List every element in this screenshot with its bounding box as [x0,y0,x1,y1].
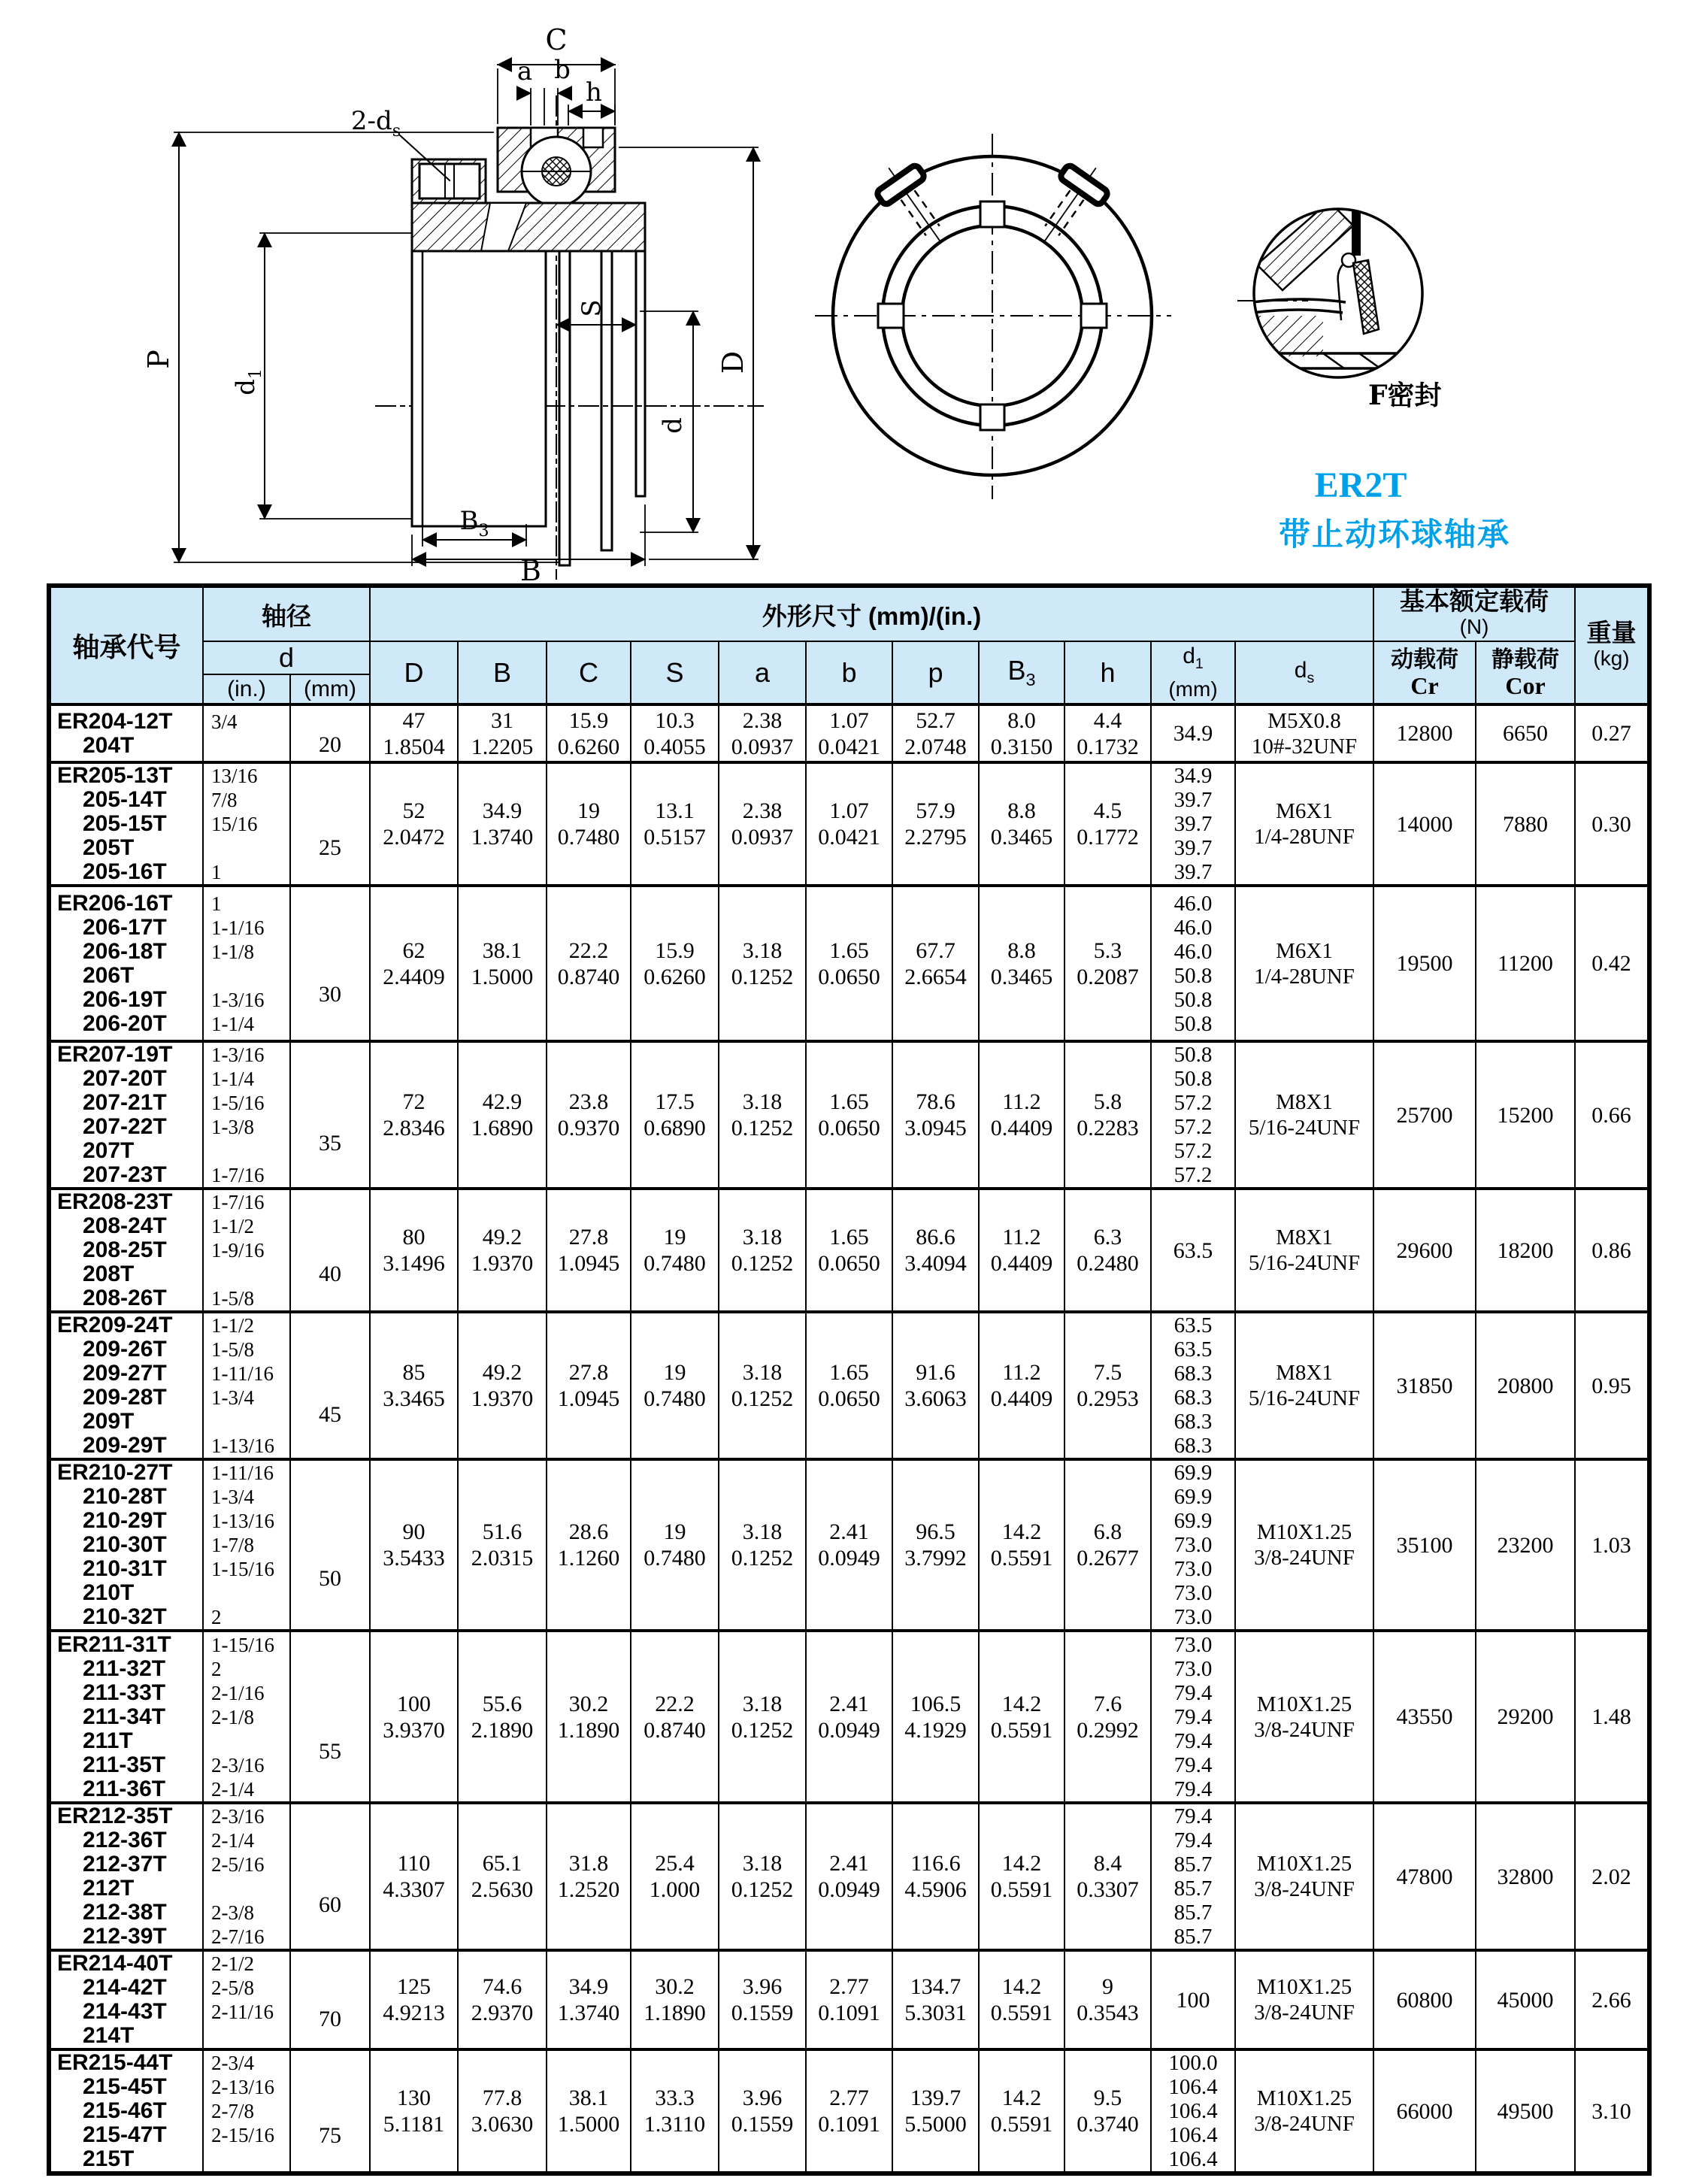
header-col-h: h [1064,641,1151,704]
cell-shaft-dia-in: 1-1/2 1-5/8 1-11/16 1-3/4 1-13/16 [203,1312,290,1459]
cell-ds-thread: M8X1 5/16-24UNF [1235,1041,1373,1189]
cell-dim-D: 72 2.8346 [370,1041,458,1189]
header-col-cr: 动载荷 Cr [1373,641,1476,704]
cell-dim-b: 1.65 0.0650 [806,1312,892,1459]
cell-shaft-dia-mm: 60 [290,1803,370,1950]
cell-dim-B: 77.8 3.0630 [458,2049,547,2173]
cell-dim-D: 85 3.3465 [370,1312,458,1459]
cell-ds-thread: M6X1 1/4-28UNF [1235,886,1373,1041]
bearing-spec-table [47,583,1652,2176]
cell-dim-a: 3.18 0.1252 [719,1189,806,1312]
cell-dim-a: 3.96 0.1559 [719,1950,806,2049]
header-unit-mm: (mm) [290,674,370,704]
cell-dim-h: 6.8 0.2677 [1064,1459,1151,1631]
cell-dim-D: 125 4.9213 [370,1950,458,2049]
cell-d1: 34.9 [1151,704,1235,762]
cell-dim-a: 3.96 0.1559 [719,2049,806,2173]
cell-dim-B3: 11.2 0.4409 [979,1041,1064,1189]
dim-label-C: C [545,23,568,56]
cell-dim-S: 13.1 0.5157 [631,762,719,886]
seal-type-label: F密封 [1368,380,1442,411]
header-col-D: D [370,641,458,704]
dim-label-B3: $B_3$ [459,506,489,541]
cell-dim-h: 5.3 0.2087 [1064,886,1151,1041]
dim-label-b: b [554,55,571,85]
cell-dim-b: 1.07 0.0421 [806,762,892,886]
cell-static-load-cor: 18200 [1476,1189,1575,1312]
cell-ds-thread: M8X1 5/16-24UNF [1235,1312,1373,1459]
cell-shaft-dia-mm: 55 [290,1631,370,1803]
header-col-C: C [547,641,631,704]
cell-dim-S: 19 0.7480 [631,1459,719,1631]
cell-d1: 63.5 63.5 68.3 68.3 68.3 68.3 [1151,1312,1235,1459]
cell-weight: 0.27 [1575,704,1649,762]
cell-static-load-cor: 49500 [1476,2049,1575,2173]
cell-dim-D: 52 2.0472 [370,762,458,886]
cell-dim-B: 42.9 1.6890 [458,1041,547,1189]
cell-dynamic-load-cr: 19500 [1373,886,1476,1041]
cell-dim-D: 80 3.1496 [370,1189,458,1312]
cell-static-load-cor: 15200 [1476,1041,1575,1189]
cell-dim-B: 34.9 1.3740 [458,762,547,886]
series-title: ER2T [1314,465,1407,505]
cell-dim-a: 3.18 0.1252 [719,1803,806,1950]
header-col-S: S [631,641,719,704]
dim-label-a: a [516,56,533,86]
cell-d1: 46.0 46.0 46.0 50.8 50.8 50.8 [1151,886,1235,1041]
cell-d1: 73.0 73.0 79.4 79.4 79.4 79.4 79.4 [1151,1631,1235,1803]
cell-d1: 69.9 69.9 69.9 73.0 73.0 73.0 73.0 [1151,1459,1235,1631]
cell-dynamic-load-cr: 43550 [1373,1631,1476,1803]
cell-weight: 1.03 [1575,1459,1649,1631]
cell-dim-D: 110 4.3307 [370,1803,458,1950]
cell-dim-C: 28.6 1.1260 [547,1459,631,1631]
header-col-p: p [892,641,979,704]
cell-weight: 2.66 [1575,1950,1649,2049]
cell-dynamic-load-cr: 47800 [1373,1803,1476,1950]
header-basic-load-rating: 基本额定载荷 (N) [1373,586,1575,641]
cell-dim-C: 19 0.7480 [547,762,631,886]
cell-d1: 100.0 106.4 106.4 106.4 106.4 [1151,2049,1235,2173]
cell-dim-b: 1.65 0.0650 [806,886,892,1041]
cell-ds-thread: M10X1.25 3/8-24UNF [1235,1459,1373,1631]
cell-bearing-codes: ER214-40T 214-42T 214-43T 214T [49,1950,203,2049]
cell-dynamic-load-cr: 14000 [1373,762,1476,886]
cell-dim-a: 3.18 0.1252 [719,1631,806,1803]
cell-dynamic-load-cr: 12800 [1373,704,1476,762]
cell-static-load-cor: 32800 [1476,1803,1575,1950]
cell-shaft-dia-mm: 50 [290,1459,370,1631]
cell-dim-B3: 8.0 0.3150 [979,704,1064,762]
header-unit-in: (in.) [203,674,290,704]
cell-dim-a: 2.38 0.0937 [719,762,806,886]
cell-bearing-codes: ER207-19T 207-20T 207-21T 207-22T 207T 207-23T [49,1041,203,1189]
cell-dim-B3: 14.2 0.5591 [979,1950,1064,2049]
header-d: d [203,641,370,674]
cell-weight: 0.66 [1575,1041,1649,1189]
cell-ds-thread: M6X1 1/4-28UNF [1235,762,1373,886]
cell-dim-h: 9.5 0.3740 [1064,2049,1151,2173]
cell-bearing-codes: ER212-35T 212-36T 212-37T 212T 212-38T 212-39T [49,1803,203,1950]
cell-dim-h: 8.4 0.3307 [1064,1803,1151,1950]
cell-dim-D: 62 2.4409 [370,886,458,1041]
cell-dim-b: 2.41 0.0949 [806,1459,892,1631]
cell-dim-B3: 8.8 0.3465 [979,886,1064,1041]
cell-bearing-codes: ER205-13T 205-14T 205-15T 205T 205-16T [49,762,203,886]
cell-dim-B: 65.1 2.5630 [458,1803,547,1950]
dim-label-D: D [716,350,750,374]
cell-dim-p: 67.7 2.6654 [892,886,979,1041]
cell-dim-C: 22.2 0.8740 [547,886,631,1041]
cell-dim-S: 10.3 0.4055 [631,704,719,762]
cell-shaft-dia-mm: 75 [290,2049,370,2173]
cell-dim-B: 49.2 1.9370 [458,1189,547,1312]
cell-shaft-dia-mm: 40 [290,1189,370,1312]
cell-dim-B3: 14.2 0.5591 [979,1459,1064,1631]
cell-ds-thread: M10X1.25 3/8-24UNF [1235,1950,1373,2049]
cell-dim-a: 3.18 0.1252 [719,1041,806,1189]
cell-dim-C: 15.9 0.6260 [547,704,631,762]
cell-weight: 0.86 [1575,1189,1649,1312]
cell-dim-D: 130 5.1181 [370,2049,458,2173]
cell-dim-h: 4.5 0.1772 [1064,762,1151,886]
cell-weight: 0.42 [1575,886,1649,1041]
cell-bearing-codes: ER206-16T 206-17T 206-18T 206T 206-19T 206-20T [49,886,203,1041]
header-shaft-diameter: 轴径 [203,586,370,641]
cell-d1: 79.4 79.4 85.7 85.7 85.7 85.7 [1151,1803,1235,1950]
cell-static-load-cor: 11200 [1476,886,1575,1041]
table-row-group [49,1803,1649,1950]
front-view-drawing [815,134,1171,499]
table-body [49,704,1649,2173]
table-row-group [49,1950,1649,2049]
cell-dim-p: 78.6 3.0945 [892,1041,979,1189]
cell-static-load-cor: 20800 [1476,1312,1575,1459]
cell-shaft-dia-in: 2-3/16 2-1/4 2-5/16 2-3/8 2-7/16 [203,1803,290,1950]
cell-shaft-dia-mm: 35 [290,1041,370,1189]
dim-label-h: h [586,77,602,108]
cell-dim-S: 19 0.7480 [631,1312,719,1459]
cell-dim-B3: 14.2 0.5591 [979,2049,1064,2173]
cell-dim-b: 2.77 0.1091 [806,2049,892,2173]
cell-dim-S: 22.2 0.8740 [631,1631,719,1803]
dim-label-P: P [142,350,175,369]
cell-dim-S: 33.3 1.3110 [631,2049,719,2173]
cell-dim-D: 100 3.9370 [370,1631,458,1803]
cell-dim-h: 7.5 0.2953 [1064,1312,1151,1459]
cell-dim-D: 90 3.5433 [370,1459,458,1631]
dim-label-d: d [658,417,688,434]
seal-detail-drawing [1237,201,1422,377]
cell-dim-a: 3.18 0.1252 [719,1312,806,1459]
cell-dim-B3: 14.2 0.5591 [979,1803,1064,1950]
cell-shaft-dia-in: 1-3/16 1-1/4 1-5/16 1-3/8 1-7/16 [203,1041,290,1189]
cell-dim-B3: 11.2 0.4409 [979,1312,1064,1459]
cell-bearing-codes: ER204-12T 204T [49,704,203,762]
cell-shaft-dia-in: 1-15/16 2 2-1/16 2-1/8 2-3/16 2-1/4 [203,1631,290,1803]
cell-static-load-cor: 7880 [1476,762,1575,886]
cell-dim-C: 30.2 1.1890 [547,1631,631,1803]
cell-shaft-dia-in: 1-11/16 1-3/4 1-13/16 1-7/8 1-15/16 2 [203,1459,290,1631]
cell-shaft-dia-in: 1 1-1/16 1-1/8 1-3/16 1-1/4 [203,886,290,1041]
cell-shaft-dia-in: 3/4 [203,704,290,762]
table-row-group [49,1312,1649,1459]
header-col-cor: 静载荷 Cor [1476,641,1575,704]
cell-ds-thread: M10X1.25 3/8-24UNF [1235,2049,1373,2173]
cell-dim-C: 31.8 1.2520 [547,1803,631,1950]
cell-shaft-dia-mm: 20 [290,704,370,762]
cell-dim-C: 23.8 0.9370 [547,1041,631,1189]
header-weight: 重量 (kg) [1575,586,1649,704]
cell-ds-thread: M5X0.8 10#-32UNF [1235,704,1373,762]
cell-dim-b: 2.77 0.1091 [806,1950,892,2049]
cell-shaft-dia-mm: 25 [290,762,370,886]
cell-dim-h: 4.4 0.1732 [1064,704,1151,762]
cell-dynamic-load-cr: 25700 [1373,1041,1476,1189]
cell-shaft-dia-in: 13/16 7/8 15/16 1 [203,762,290,886]
cell-shaft-dia-in: 2-3/4 2-13/16 2-7/8 2-15/16 [203,2049,290,2173]
cell-dim-a: 3.18 0.1252 [719,1459,806,1631]
cell-dynamic-load-cr: 66000 [1373,2049,1476,2173]
cell-weight: 2.02 [1575,1803,1649,1950]
cell-bearing-codes: ER215-44T 215-45T 215-46T 215-47T 215T [49,2049,203,2173]
cell-d1: 50.8 50.8 57.2 57.2 57.2 57.2 [1151,1041,1235,1189]
cell-ds-thread: M8X1 5/16-24UNF [1235,1189,1373,1312]
cell-dim-B3: 8.8 0.3465 [979,762,1064,886]
cell-dim-h: 7.6 0.2992 [1064,1631,1151,1803]
cell-shaft-dia-in: 1-7/16 1-1/2 1-9/16 1-5/8 [203,1189,290,1312]
header-col-B: B [458,641,547,704]
table-row-group [49,762,1649,886]
dim-label-B: B [520,554,541,583]
cell-shaft-dia-mm: 30 [290,886,370,1041]
cell-dim-S: 19 0.7480 [631,1189,719,1312]
cell-dim-B3: 14.2 0.5591 [979,1631,1064,1803]
cell-dim-D: 47 1.8504 [370,704,458,762]
cross-section-drawing [142,23,763,583]
cell-shaft-dia-mm: 70 [290,1950,370,2049]
cell-dim-h: 5.8 0.2283 [1064,1041,1151,1189]
cell-dynamic-load-cr: 35100 [1373,1459,1476,1631]
cell-dim-b: 2.41 0.0949 [806,1631,892,1803]
table-row-group [49,704,1649,762]
cell-bearing-codes: ER209-24T 209-26T 209-27T 209-28T 209T 209-29T [49,1312,203,1459]
cell-bearing-codes: ER211-31T 211-32T 211-33T 211-34T 211T 211-35T 211-36T [49,1631,203,1803]
cell-dim-B3: 11.2 0.4409 [979,1189,1064,1312]
cell-weight: 0.95 [1575,1312,1649,1459]
cell-dim-C: 34.9 1.3740 [547,1950,631,2049]
cell-dim-p: 86.6 3.4094 [892,1189,979,1312]
cell-dim-B: 49.2 1.9370 [458,1312,547,1459]
header-col-b: b [806,641,892,704]
cell-dim-C: 38.1 1.5000 [547,2049,631,2173]
header-col-ds: $d_s$ [1235,641,1373,704]
cell-dim-p: 91.6 3.6063 [892,1312,979,1459]
cell-dim-h: 6.3 0.2480 [1064,1189,1151,1312]
cell-dim-C: 27.8 1.0945 [547,1189,631,1312]
table-row-group [49,886,1649,1041]
dim-label-S: S [577,299,607,317]
cell-dim-p: 139.7 5.5000 [892,2049,979,2173]
cell-dim-p: 52.7 2.0748 [892,704,979,762]
cell-dim-p: 116.6 4.5906 [892,1803,979,1950]
dim-label-2ds: $2-d_s$ [350,106,401,141]
header-outer-dimensions: 外形尺寸 (mm)/(in.) [370,586,1373,641]
cell-dim-S: 17.5 0.6890 [631,1041,719,1189]
cell-dynamic-load-cr: 60800 [1373,1950,1476,2049]
cell-weight: 1.48 [1575,1631,1649,1803]
cell-dim-b: 1.65 0.0650 [806,1041,892,1189]
cell-dim-B: 51.6 2.0315 [458,1459,547,1631]
cell-dim-p: 96.5 3.7992 [892,1459,979,1631]
cell-weight: 3.10 [1575,2049,1649,2173]
cell-dim-S: 25.4 1.000 [631,1803,719,1950]
cell-dim-p: 134.7 5.3031 [892,1950,979,2049]
header-bearing-code: 轴承代号 [49,586,203,704]
cell-bearing-codes: ER208-23T 208-24T 208-25T 208T 208-26T [49,1189,203,1312]
table-row-group [49,1041,1649,1189]
cell-dim-B: 31 1.2205 [458,704,547,762]
cell-dynamic-load-cr: 31850 [1373,1312,1476,1459]
cell-bearing-codes: ER210-27T 210-28T 210-29T 210-30T 210-31T 210T 210-32T [49,1459,203,1631]
table-row-group [49,2049,1649,2173]
cell-shaft-dia-in: 2-1/2 2-5/8 2-11/16 [203,1950,290,2049]
header-col-a: a [719,641,806,704]
cell-dim-S: 30.2 1.1890 [631,1950,719,2049]
cell-dim-B: 55.6 2.1890 [458,1631,547,1803]
cell-static-load-cor: 45000 [1476,1950,1575,2049]
cell-dim-a: 2.38 0.0937 [719,704,806,762]
cell-dim-p: 106.5 4.1929 [892,1631,979,1803]
cell-dim-a: 3.18 0.1252 [719,886,806,1041]
cell-dim-b: 1.07 0.0421 [806,704,892,762]
cell-d1: 100 [1151,1950,1235,2049]
table-row-group [49,1189,1649,1312]
cell-weight: 0.30 [1575,762,1649,886]
cell-dim-B: 38.1 1.5000 [458,886,547,1041]
cell-dim-b: 2.41 0.0949 [806,1803,892,1950]
cell-d1: 34.9 39.7 39.7 39.7 39.7 [1151,762,1235,886]
cell-dim-b: 1.65 0.0650 [806,1189,892,1312]
cell-static-load-cor: 23200 [1476,1459,1575,1631]
cell-dim-p: 57.9 2.2795 [892,762,979,886]
cell-dim-h: 9 0.3543 [1064,1950,1151,2049]
cell-dim-C: 27.8 1.0945 [547,1312,631,1459]
cell-ds-thread: M10X1.25 3/8-24UNF [1235,1631,1373,1803]
cell-static-load-cor: 6650 [1476,704,1575,762]
cell-ds-thread: M10X1.25 3/8-24UNF [1235,1803,1373,1950]
cell-dynamic-load-cr: 29600 [1373,1189,1476,1312]
dim-label-d1: $d_1$ [231,368,265,395]
cell-static-load-cor: 29200 [1476,1631,1575,1803]
header-col-d1: $d_1$ (mm) [1151,641,1235,704]
header-col-B3: $B_3$ [979,641,1064,704]
table-header [49,586,1649,704]
cell-shaft-dia-mm: 45 [290,1312,370,1459]
cell-dim-B: 74.6 2.9370 [458,1950,547,2049]
series-subtitle: 带止动环球轴承 [1278,516,1510,552]
cell-d1: 63.5 [1151,1189,1235,1312]
cell-dim-S: 15.9 0.6260 [631,886,719,1041]
table-row-group [49,1631,1649,1803]
table-row-group [49,1459,1649,1631]
